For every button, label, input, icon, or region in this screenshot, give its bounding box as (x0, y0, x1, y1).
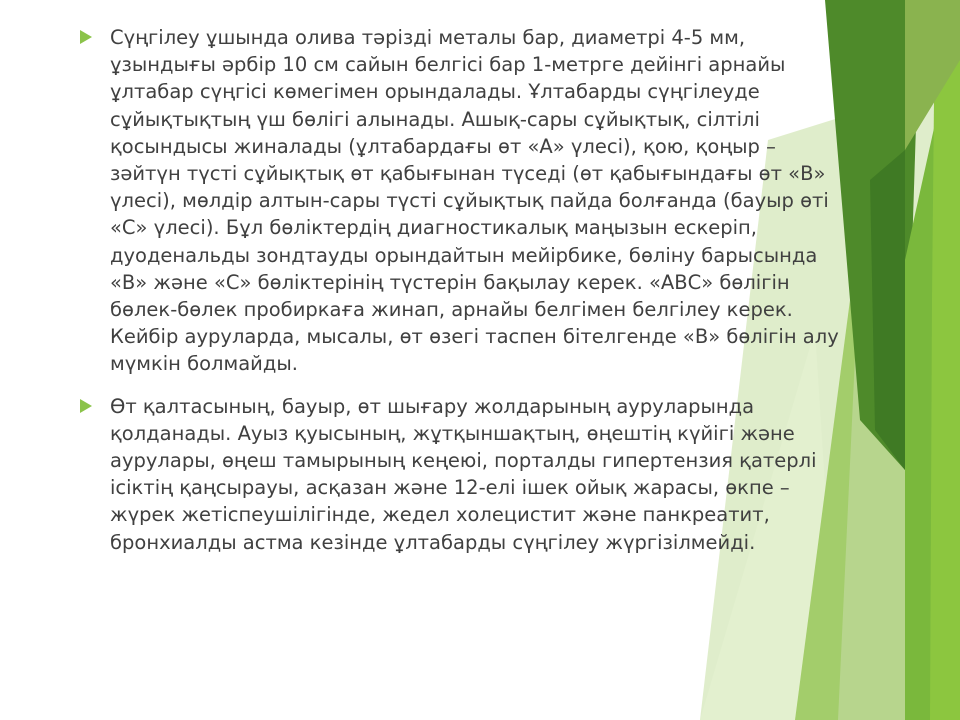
bullet-item (80, 393, 840, 556)
triangle-right-icon (80, 393, 110, 413)
bullet-text: Өт қалтасының, бауыр, өт шығару жолдарының ауруларында қолданады. Ауыз қуысының, жұтқыншақтың, өңештің күйігі және аурулары, өңеш тамырының кеңеюі, порталды гипертензия қатерлі ісіктің қаңсырауы, асқазан және 12-елі ішек ойық жарасы, өкпе – жүрек жетіспеушілігінде, жедел холецистит және панкреатит, бронхиалды астма кезінде ұлтабарды сүңгілеу жүргізілмейді. (110, 394, 817, 554)
bullet-item (80, 24, 840, 378)
triangle-right-icon (80, 24, 110, 44)
bullet-text: Сүңгілеу ұшында олива тәрізді металы бар, диаметрі 4-5 мм, ұзындығы әрбір 10 см сайын белгісі бар 1-метрге дейінгі арнайы ұлтабар сүңгісі көмегімен орындалады. Ұлтабарды сүңгілеуде сұйықтықтың үш бөлігі алынады. Ашық-сары сұйықтық, сілтілі қосындысы жиналады (ұлтабардағы өт «А» үлесі), қою, қоңыр – зәйтүн түсті сұйықтық өт қабығынан түседі (өт қабығындағы өт «В» үлесі), мөлдір алтын-сары түсті сұйықтық пайда болғанда (бауыр өті «С» үлесі). Бұл бөліктердің диагностикалық маңызын ескеріп, дуоденальды зондтауды орындайтын мейірбике, бөліну барысында «В» және «С» бөліктерінің түстерін бақылау керек. «АВС» бөлігін бөлек-бөлек пробиркаға жинап, арнайы белгімен белгілеу керек. Кейбір ауруларда, мысалы, өт өзегі таспен бітелгенде «В» бөлігін алу мүмкін болмайды. (110, 26, 839, 376)
slide-content (80, 24, 840, 571)
